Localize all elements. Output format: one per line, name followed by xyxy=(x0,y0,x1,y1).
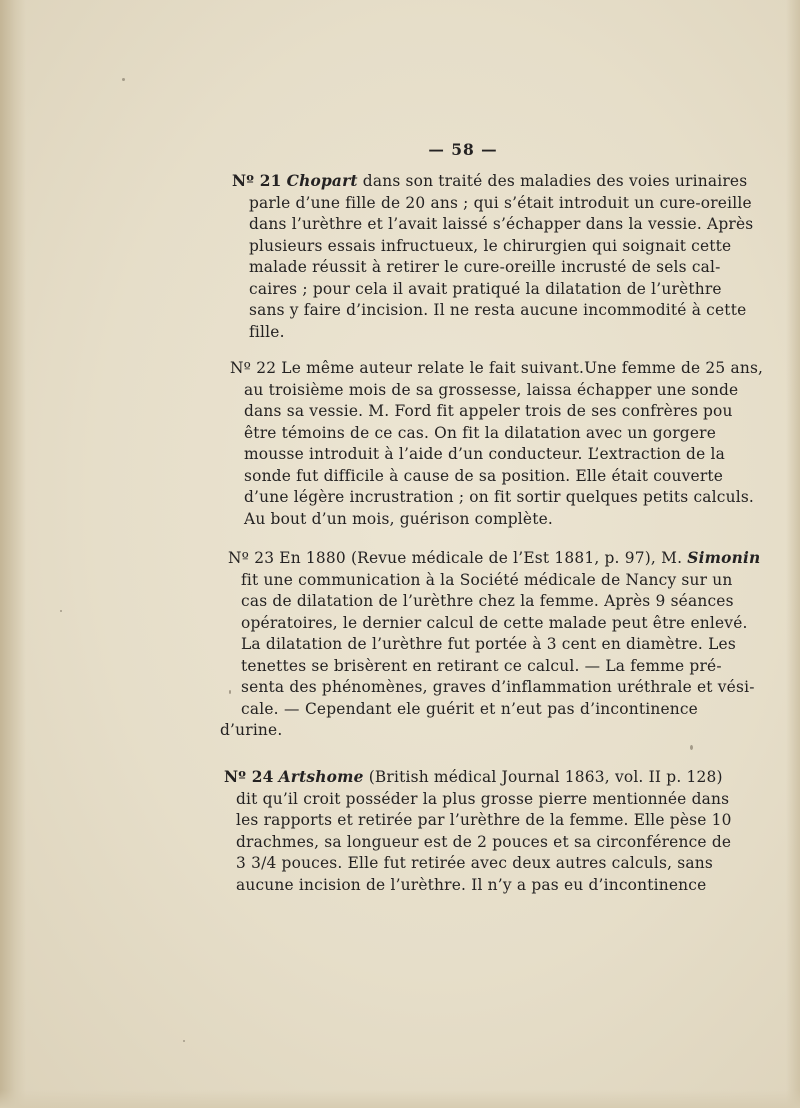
entry-line: dans sa vessie. M. Ford fit appeler trois de ses confrères pou xyxy=(244,402,733,420)
entry-line: opératoires, le dernier calcul de cette malade peut être enlevé. xyxy=(241,613,748,632)
entry-line: tenettes se brisèrent en retirant ce calcul. — La femme pré- xyxy=(241,656,722,675)
entry-line: malade réussit à retirer le cure-oreille incrusté de sels cal- xyxy=(249,258,721,276)
entry-line-text: (British médical Journal 1863, vol. II p. 128) xyxy=(363,768,723,786)
entry-line: senta des phénomènes, graves d’inflammation uréthrale et vési- xyxy=(241,678,755,696)
paper-speck xyxy=(690,745,693,750)
entry-line: dans l’urèthre et l’avait laissé s’échapper dans la vessie. Après xyxy=(249,215,754,233)
paper-speck xyxy=(122,78,125,81)
entry-line: La dilatation de l’urèthre fut portée à 3 cent en diamètre. Les xyxy=(241,635,736,653)
entry-line: 3 3/4 pouces. Elle fut retirée avec deux autres calculs, sans xyxy=(236,854,713,872)
entry-line xyxy=(228,548,761,570)
page-edge-shadow xyxy=(786,0,800,1108)
entry-line: sonde fut difficile à cause de sa position. Elle était couverte xyxy=(244,466,724,485)
author-name: Simonin xyxy=(687,549,761,567)
entry-line: les rapports et retirée par l’urèthre de la femme. Elle pèse 10 xyxy=(236,811,732,829)
entry-line: au troisième mois de sa grossesse, laissa échapper une sonde xyxy=(244,380,739,399)
entry-line: être témoins de ce cas. On fit la dilatation avec un gorgere xyxy=(244,423,717,442)
entry-line: fille. xyxy=(249,322,285,341)
paper-speck xyxy=(183,1040,185,1042)
entry-line: fit une communication à la Société médicale de Nancy sur un xyxy=(241,570,733,589)
page-number: — 58 — xyxy=(428,140,498,159)
entry-line-text: Nº 23 En 1880 (Revue médicale de l’Est 1881, p. 97), M. xyxy=(228,549,688,567)
entry-line: d’urine. xyxy=(220,721,283,739)
case-entry-22 xyxy=(230,358,764,530)
entry-line: mousse introduit à l’aide d’un conducteur. L’extraction de la xyxy=(244,445,725,463)
entry-line: parle d’une fille de 20 ans ; qui s’était introduit un cure-oreille xyxy=(249,193,752,212)
entry-line: plusieurs essais infructueux, le chirurgien qui soignait cette xyxy=(249,236,732,255)
page-spine-shadow xyxy=(0,0,26,1108)
entry-line: aucune incision de l’urèthre. Il n’y a pas eu d’incontinence xyxy=(236,875,707,894)
case-entry-24 xyxy=(224,767,732,896)
entry-line xyxy=(224,767,723,789)
entry-line-text: dans son traité des maladies des voies urinaires xyxy=(357,172,748,190)
entry-line: cas de dilatation de l’urèthre chez la femme. Après 9 séances xyxy=(241,592,734,610)
entry-line: dit qu’il croit posséder la plus grosse pierre mentionnée dans xyxy=(236,789,730,808)
author-name: Chopart xyxy=(286,172,358,190)
case-entry-21 xyxy=(232,171,754,343)
entry-line xyxy=(232,171,748,193)
entry-number: Nº 21 xyxy=(232,172,282,190)
entry-line: sans y faire d’incision. Il ne resta aucune incommodité à cette xyxy=(249,301,747,319)
paper-speck xyxy=(60,610,62,612)
entry-line: drachmes, sa longueur est de 2 pouces et sa circonférence de xyxy=(236,832,732,851)
entry-line: cale. — Cependant ele guérit et n’eut pas d’incontinence xyxy=(241,699,698,718)
page-bottom-shadow xyxy=(0,1090,800,1108)
entry-line: d’une légère incrustration ; on fit sortir quelques petits calculs. xyxy=(244,488,755,506)
entry-number: Nº 24 xyxy=(224,768,274,786)
entry-line: caires ; pour cela il avait pratiqué la dilatation de l’urèthre xyxy=(249,279,722,298)
author-name: Artshome xyxy=(278,768,364,786)
entry-line: Au bout d’un mois, guérison complète. xyxy=(244,509,554,528)
case-entry-23 xyxy=(220,548,761,742)
entry-line: Nº 22 Le même auteur relate le fait suivant.Une femme de 25 ans, xyxy=(230,359,764,377)
